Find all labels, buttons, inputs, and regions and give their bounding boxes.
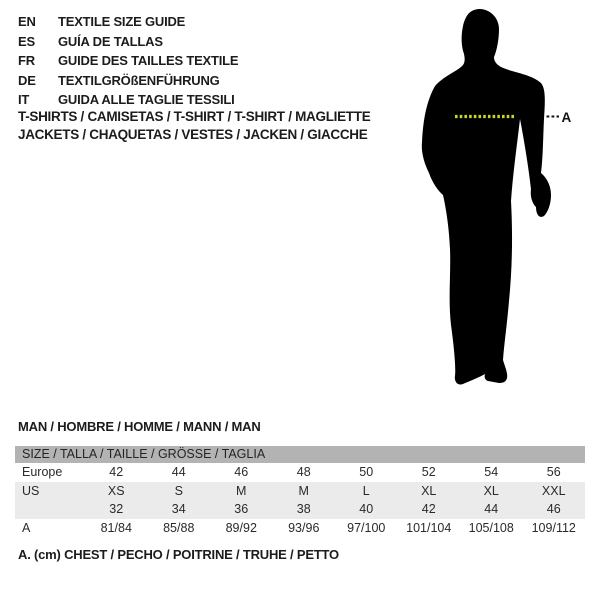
row-label: A — [22, 520, 31, 535]
size-cell: 81/84 — [100, 520, 132, 535]
size-cell: 32 — [109, 502, 124, 516]
language-code: DE — [18, 72, 36, 88]
row-label: Europe — [22, 465, 63, 479]
row-label — [15, 500, 85, 519]
size-cell: 44 — [484, 502, 499, 516]
language-code: EN — [18, 14, 36, 29]
man-silhouette-figure — [410, 5, 575, 390]
size-cell: 109/112 — [531, 520, 576, 535]
size-cell: 89/92 — [225, 520, 257, 535]
language-code: FR — [18, 53, 35, 69]
language-row-es — [18, 32, 238, 52]
language-title: GUIDA ALLE TAGLIE TESSILI — [58, 92, 235, 108]
size-cell: 48 — [296, 465, 311, 479]
table-row-us — [15, 482, 585, 501]
size-cell: 40 — [359, 502, 374, 516]
language-row-en — [18, 12, 238, 32]
size-cell: 46 — [546, 502, 561, 516]
size-cell: 42 — [109, 465, 124, 479]
category-line-jackets: JACKETS / CHAQUETAS / VESTES / JACKEN / GIACCHE — [18, 126, 368, 142]
size-table — [15, 446, 585, 537]
table-row-numeric — [15, 500, 585, 519]
language-row-de — [18, 71, 238, 91]
man-silhouette — [422, 9, 551, 385]
size-cell: M — [236, 483, 247, 498]
size-cell: 38 — [296, 502, 311, 516]
size-cell: S — [174, 483, 183, 498]
size-cell: 56 — [546, 465, 561, 479]
size-cell: M — [298, 483, 309, 498]
size-cell: 97/100 — [347, 520, 386, 535]
size-cell: 93/96 — [288, 520, 320, 535]
size-cell: 54 — [484, 465, 499, 479]
language-code: ES — [18, 33, 35, 49]
language-title: GUÍA DE TALLAS — [58, 33, 163, 49]
size-cell: XXL — [541, 483, 566, 498]
language-title: GUIDE DES TAILLES TEXTILE — [58, 53, 239, 69]
language-row-fr — [18, 51, 238, 71]
category-list — [18, 108, 370, 144]
size-cell: 105/108 — [468, 520, 514, 535]
measurement-footnote: A. (cm) CHEST / PECHO / POITRINE / TRUHE / PETTO — [18, 547, 339, 562]
language-list — [18, 12, 238, 110]
size-cell: XS — [107, 483, 125, 498]
size-cell: 36 — [234, 502, 249, 516]
size-table-header: SIZE / TALLA / TAILLE / GRÖSSE / TAGLIA — [15, 446, 585, 463]
row-label: US — [22, 483, 40, 498]
measure-label-a: A — [561, 110, 572, 125]
size-cell: XL — [483, 483, 499, 498]
size-cell: 44 — [171, 465, 186, 479]
size-cell: 46 — [234, 465, 249, 479]
table-row-europe — [15, 463, 585, 482]
size-cell: 42 — [421, 502, 436, 516]
size-cell: 101/104 — [406, 520, 452, 535]
category-line-tshirts: T-SHIRTS / CAMISETAS / T-SHIRT / T-SHIRT / MAGLIETTE — [18, 109, 371, 124]
size-cell: L — [362, 483, 370, 498]
size-cell: 34 — [171, 502, 186, 516]
size-cell: 50 — [359, 465, 374, 479]
size-cell: 52 — [421, 465, 436, 479]
size-cell: 85/88 — [163, 520, 195, 535]
language-code: IT — [18, 92, 30, 108]
language-title: TEXTILGRÖßENFÜHRUNG — [58, 72, 220, 88]
language-title: TEXTILE SIZE GUIDE — [58, 14, 186, 29]
section-title-man: MAN / HOMBRE / HOMME / MANN / MAN — [18, 419, 261, 434]
size-cell: XL — [421, 483, 437, 498]
table-row-chest — [15, 519, 585, 538]
